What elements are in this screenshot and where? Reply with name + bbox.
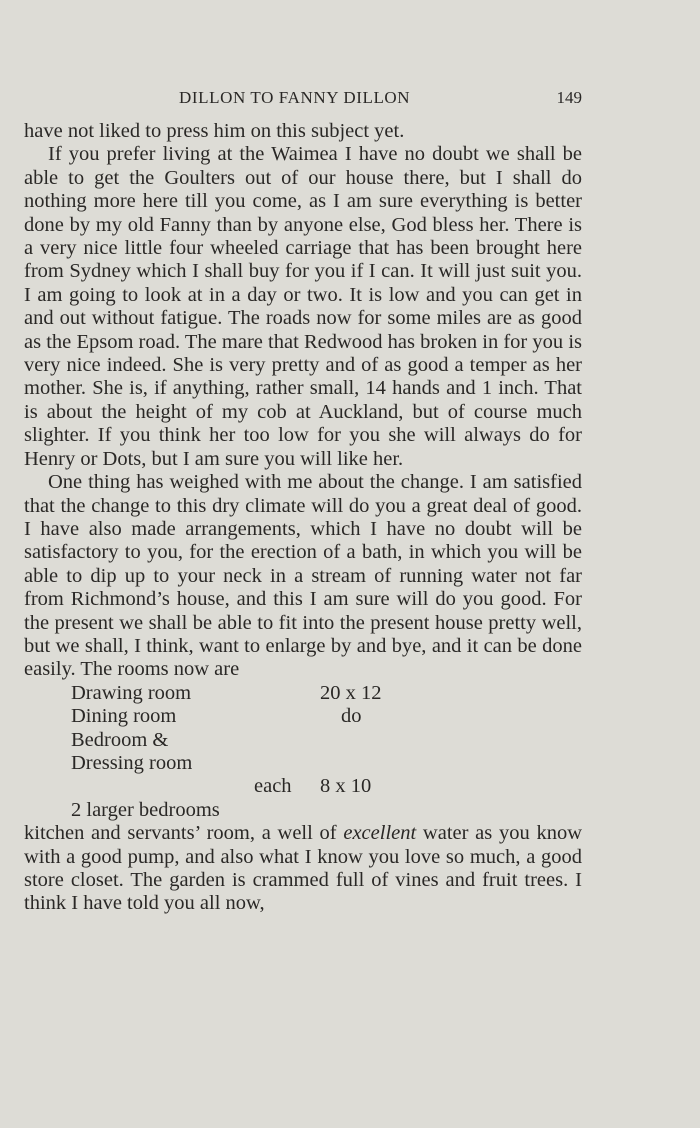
page-number: 149 (556, 88, 582, 107)
room-row (24, 682, 582, 705)
paragraph-continued: have not liked to press him on this subject yet. (24, 120, 405, 142)
paragraph-change: One thing has weighed with me about the change. I am satisfied that the change to this dry climate will do you a great deal of good. I have also made arrangements, which I have no doubt will be satisfactory to you, for the erection of a bath, in which you will be able to dip up to your neck in a stream of running water not far from Richmond’s house, and this I am sure will do you good. For the present we shall be able to fit into the present house pretty well, but we shall, I think, want to enlarge by and bye, and it can be done easily. The rooms now are (24, 471, 582, 681)
paragraph-waimea: If you prefer living at the Waimea I have no doubt we shall be able to get the Goulters out of our house there, but I shall do nothing more here till you come, as I am sure everything is better done by my old Fanny than by anyone else, God bless her. There is a very nice little four wheeled carriage that has been brought here from Sydney which I shall buy for you if I can. It will just suit you. I am going to look at in a day or two. It is low and you can get in and out without fatigue. The roads now for some miles are as good as the Epsom road. The mare that Redwood has broken in for you is very nice indeed. She is very pretty and of as good a temper as her mother. She is, if anything, rather small, 14 hands and 1 inch. That is about the height of my cob at Auckland, but of course much slighter. If you think her too low for you she will always do for Henry or Dots, but I am sure you will like her. (24, 143, 582, 470)
emphasis-text: excellent (343, 822, 417, 845)
room-name: Dining room (71, 705, 177, 728)
room-dimension: do (341, 705, 362, 728)
paragraph-text: water as you know with a good pump, and also what I know you love so much, a good store closet. The garden is crammed full of vines and fruit trees. I think I have told you all now, (24, 822, 583, 915)
room-each-label: each (254, 775, 292, 798)
paragraph-kitchen (24, 822, 582, 916)
room-name: Drawing room (71, 681, 192, 704)
room-name: 2 larger bedrooms (71, 798, 220, 821)
room-list (24, 682, 582, 822)
running-head: DILLON TO FANNY DILLON (179, 88, 411, 107)
paragraph-text: kitchen and servants’ room, a well of (24, 822, 344, 845)
room-name: Bedroom & (71, 728, 169, 751)
room-dimension: 8 x 10 (320, 775, 372, 798)
page-header (24, 88, 582, 112)
room-row (24, 752, 582, 775)
room-row (24, 775, 582, 798)
room-row (24, 705, 582, 728)
room-row (24, 799, 582, 822)
body-text (24, 120, 582, 916)
room-dimension: 20 x 12 (320, 681, 382, 704)
room-name: Dressing room (71, 751, 193, 774)
room-row (24, 729, 582, 752)
